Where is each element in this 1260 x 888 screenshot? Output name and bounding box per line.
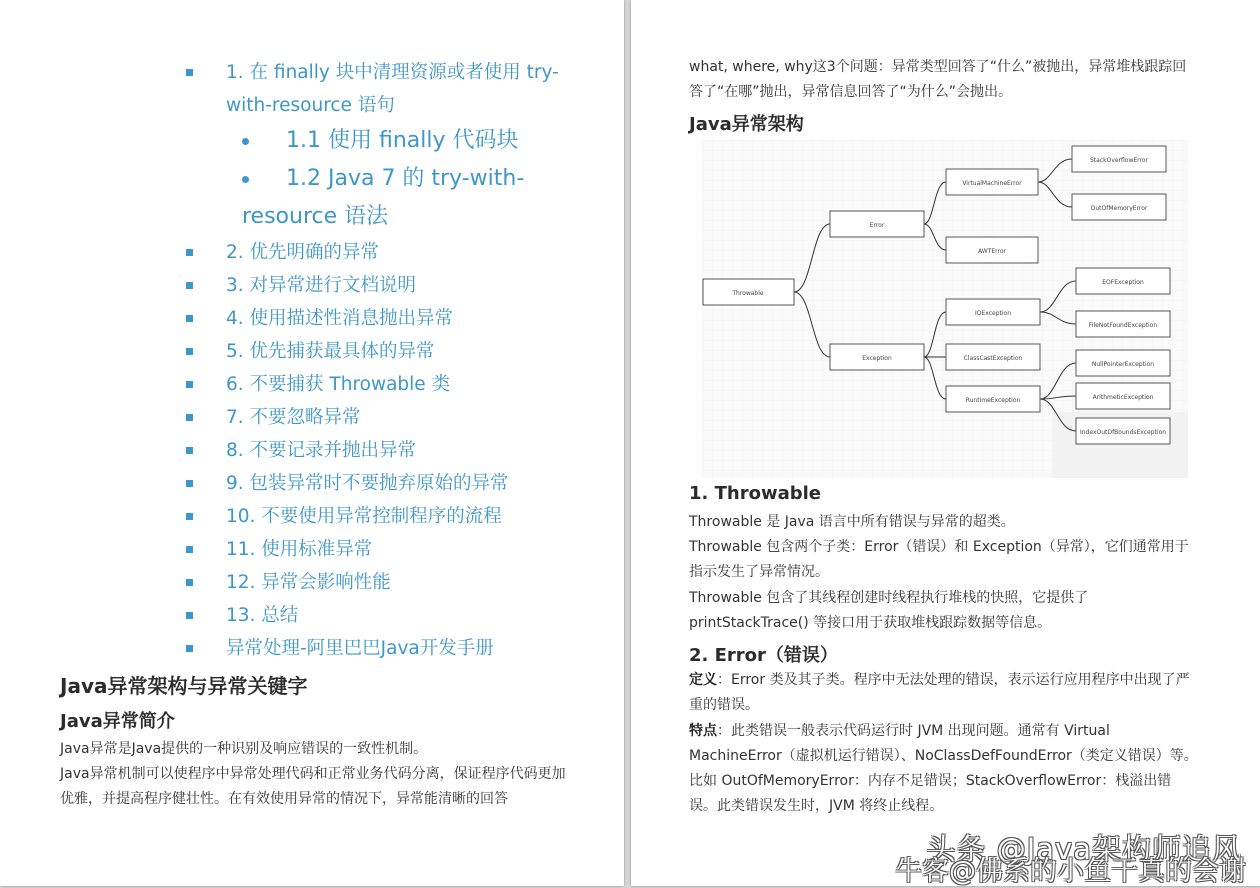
- node-ioexception: [946, 299, 1040, 325]
- node-label-awt: AWTError: [978, 248, 1006, 255]
- toc-item[interactable]: 13. 总结: [186, 599, 586, 632]
- toc-item[interactable]: 7. 不要忽略异常: [186, 401, 586, 434]
- error-definition: [689, 668, 1199, 718]
- watermark-toutiao: 头条 @Java架构师追风: [926, 832, 1242, 866]
- node-label-ae: ArithmeticException: [1092, 394, 1154, 401]
- features-label: 特点: [689, 723, 717, 739]
- table-of-contents: [186, 56, 586, 665]
- node-label-error: Error: [869, 222, 885, 229]
- node-runtimeexception: [946, 386, 1040, 412]
- node-label-ioob: IndexOutOfBoundsException: [1079, 429, 1167, 436]
- toc-item[interactable]: 6. 不要捕获 Throwable 类: [186, 368, 586, 401]
- node-outofmemoryerror: [1072, 194, 1166, 220]
- throwable-paragraph-3: Throwable 包含了其线程创建时线程执行堆栈的快照，它提供了 printStackTrace() 等接口用于获取堆栈跟踪数据等信息。: [689, 590, 1089, 631]
- node-label-soe: StackOverflowError: [1089, 157, 1149, 164]
- subsection-heading: Java异常简介: [60, 711, 175, 732]
- node-awterror: [946, 237, 1038, 263]
- section-heading-architecture: Java异常架构: [689, 114, 804, 135]
- node-label-io: IOException: [974, 310, 1012, 317]
- heading-error: 2. Error（错误）: [689, 645, 838, 666]
- toc-item[interactable]: 9. 包装异常时不要抛弃原始的异常: [186, 467, 586, 500]
- toc-subitem[interactable]: 1.2 Java 7 的 try-with-resource 语法: [186, 160, 586, 236]
- toc-subitem[interactable]: 1.1 使用 finally 代码块: [186, 122, 586, 160]
- section-heading: Java异常架构与异常关键字: [60, 674, 308, 698]
- node-label-exception: Exception: [862, 355, 892, 362]
- node-label-npe: NullPointerException: [1091, 361, 1155, 368]
- node-eofexception: [1076, 268, 1170, 294]
- node-arithmeticexception: [1076, 383, 1170, 409]
- node-error: [830, 211, 924, 237]
- toc-item[interactable]: 8. 不要记录并抛出异常: [186, 434, 586, 467]
- node-nullpointerexception: [1076, 350, 1170, 376]
- throwable-paragraph-2: Throwable 包含两个子类：Error（错误）和 Exception（异常），它们通常用于指示发生了异常情况。: [689, 539, 1189, 580]
- toc-item[interactable]: 3. 对异常进行文档说明: [186, 269, 586, 302]
- node-virtualmachineerror: [946, 169, 1038, 195]
- node-label-fnf: FileNotFoundException: [1088, 322, 1158, 329]
- node-label-vme: VirtualMachineError: [962, 180, 1022, 187]
- intro-paragraph-1: Java异常是Java提供的一种识别及响应错误的一致性机制。: [60, 741, 428, 757]
- toc-item[interactable]: 5. 优先捕获最具体的异常: [186, 335, 586, 368]
- intro-paragraph-2: Java异常机制可以使程序中异常处理代码和正常业务代码分离，保证程序代码更加优雅，并提高程序健壮性。在有效使用异常的情况下，异常能清晰的回答: [60, 766, 566, 807]
- node-label-eof: EOFException: [1102, 279, 1144, 286]
- toc-item[interactable]: 异常处理-阿里巴巴Java开发手册: [186, 632, 586, 665]
- node-label-rte: RuntimeException: [965, 397, 1021, 404]
- toc-item[interactable]: 2. 优先明确的异常: [186, 236, 586, 269]
- node-classcastexception: [946, 344, 1040, 370]
- toc-item[interactable]: 12. 异常会影响性能: [186, 566, 586, 599]
- node-exception: [830, 344, 924, 370]
- node-throwable: [703, 279, 794, 305]
- toc-item[interactable]: 10. 不要使用异常控制程序的流程: [186, 500, 586, 533]
- node-label-oom: OutOfMemoryError: [1090, 205, 1148, 212]
- throwable-paragraph-1: Throwable 是 Java 语言中所有错误与异常的超类。: [689, 514, 1015, 530]
- node-label-throwable: Throwable: [732, 290, 764, 297]
- left-page: [0, 0, 624, 886]
- features-text: ：此类错误一般表示代码运行时 JVM 出现问题。通常有 Virtual MachineError（虚拟机运行错误）、NoClassDefFoundError（类定义错误）等。比如 OutOfMemoryError：内存不足错误；StackOverflowError：栈溢出错误。此类错误发生时，JVM 将终止线程。: [689, 723, 1198, 814]
- toc-item[interactable]: 1. 在 finally 块中清理资源或者使用 try-with-resource 语句: [186, 56, 586, 122]
- node-stackoverflowerror: [1072, 146, 1166, 172]
- heading-throwable: 1. Throwable: [689, 483, 822, 504]
- definition-text: ：Error 类及其子类。程序中无法处理的错误，表示运行应用程序中出现了严重的错误。: [689, 672, 1190, 713]
- paragraph-what-where-why: what, where, why这3个问题：异常类型回答了“什么”被抛出，异常堆栈跟踪回答了“在哪”抛出，异常信息回答了“为什么”会抛出。: [689, 59, 1187, 100]
- error-features: [689, 719, 1199, 819]
- toc-item[interactable]: 4. 使用描述性消息抛出异常: [186, 302, 586, 335]
- node-label-cce: ClassCastException: [963, 355, 1023, 362]
- node-filenotfoundexception: [1076, 311, 1170, 337]
- toc-item[interactable]: 11. 使用标准异常: [186, 533, 586, 566]
- watermark-nowcoder: 牛客@佛系的小鱼干真的会谢: [895, 856, 1246, 887]
- node-indexoutofboundsexception: [1076, 418, 1170, 444]
- exception-hierarchy-diagram: [702, 140, 1188, 478]
- definition-label: 定义: [689, 672, 717, 688]
